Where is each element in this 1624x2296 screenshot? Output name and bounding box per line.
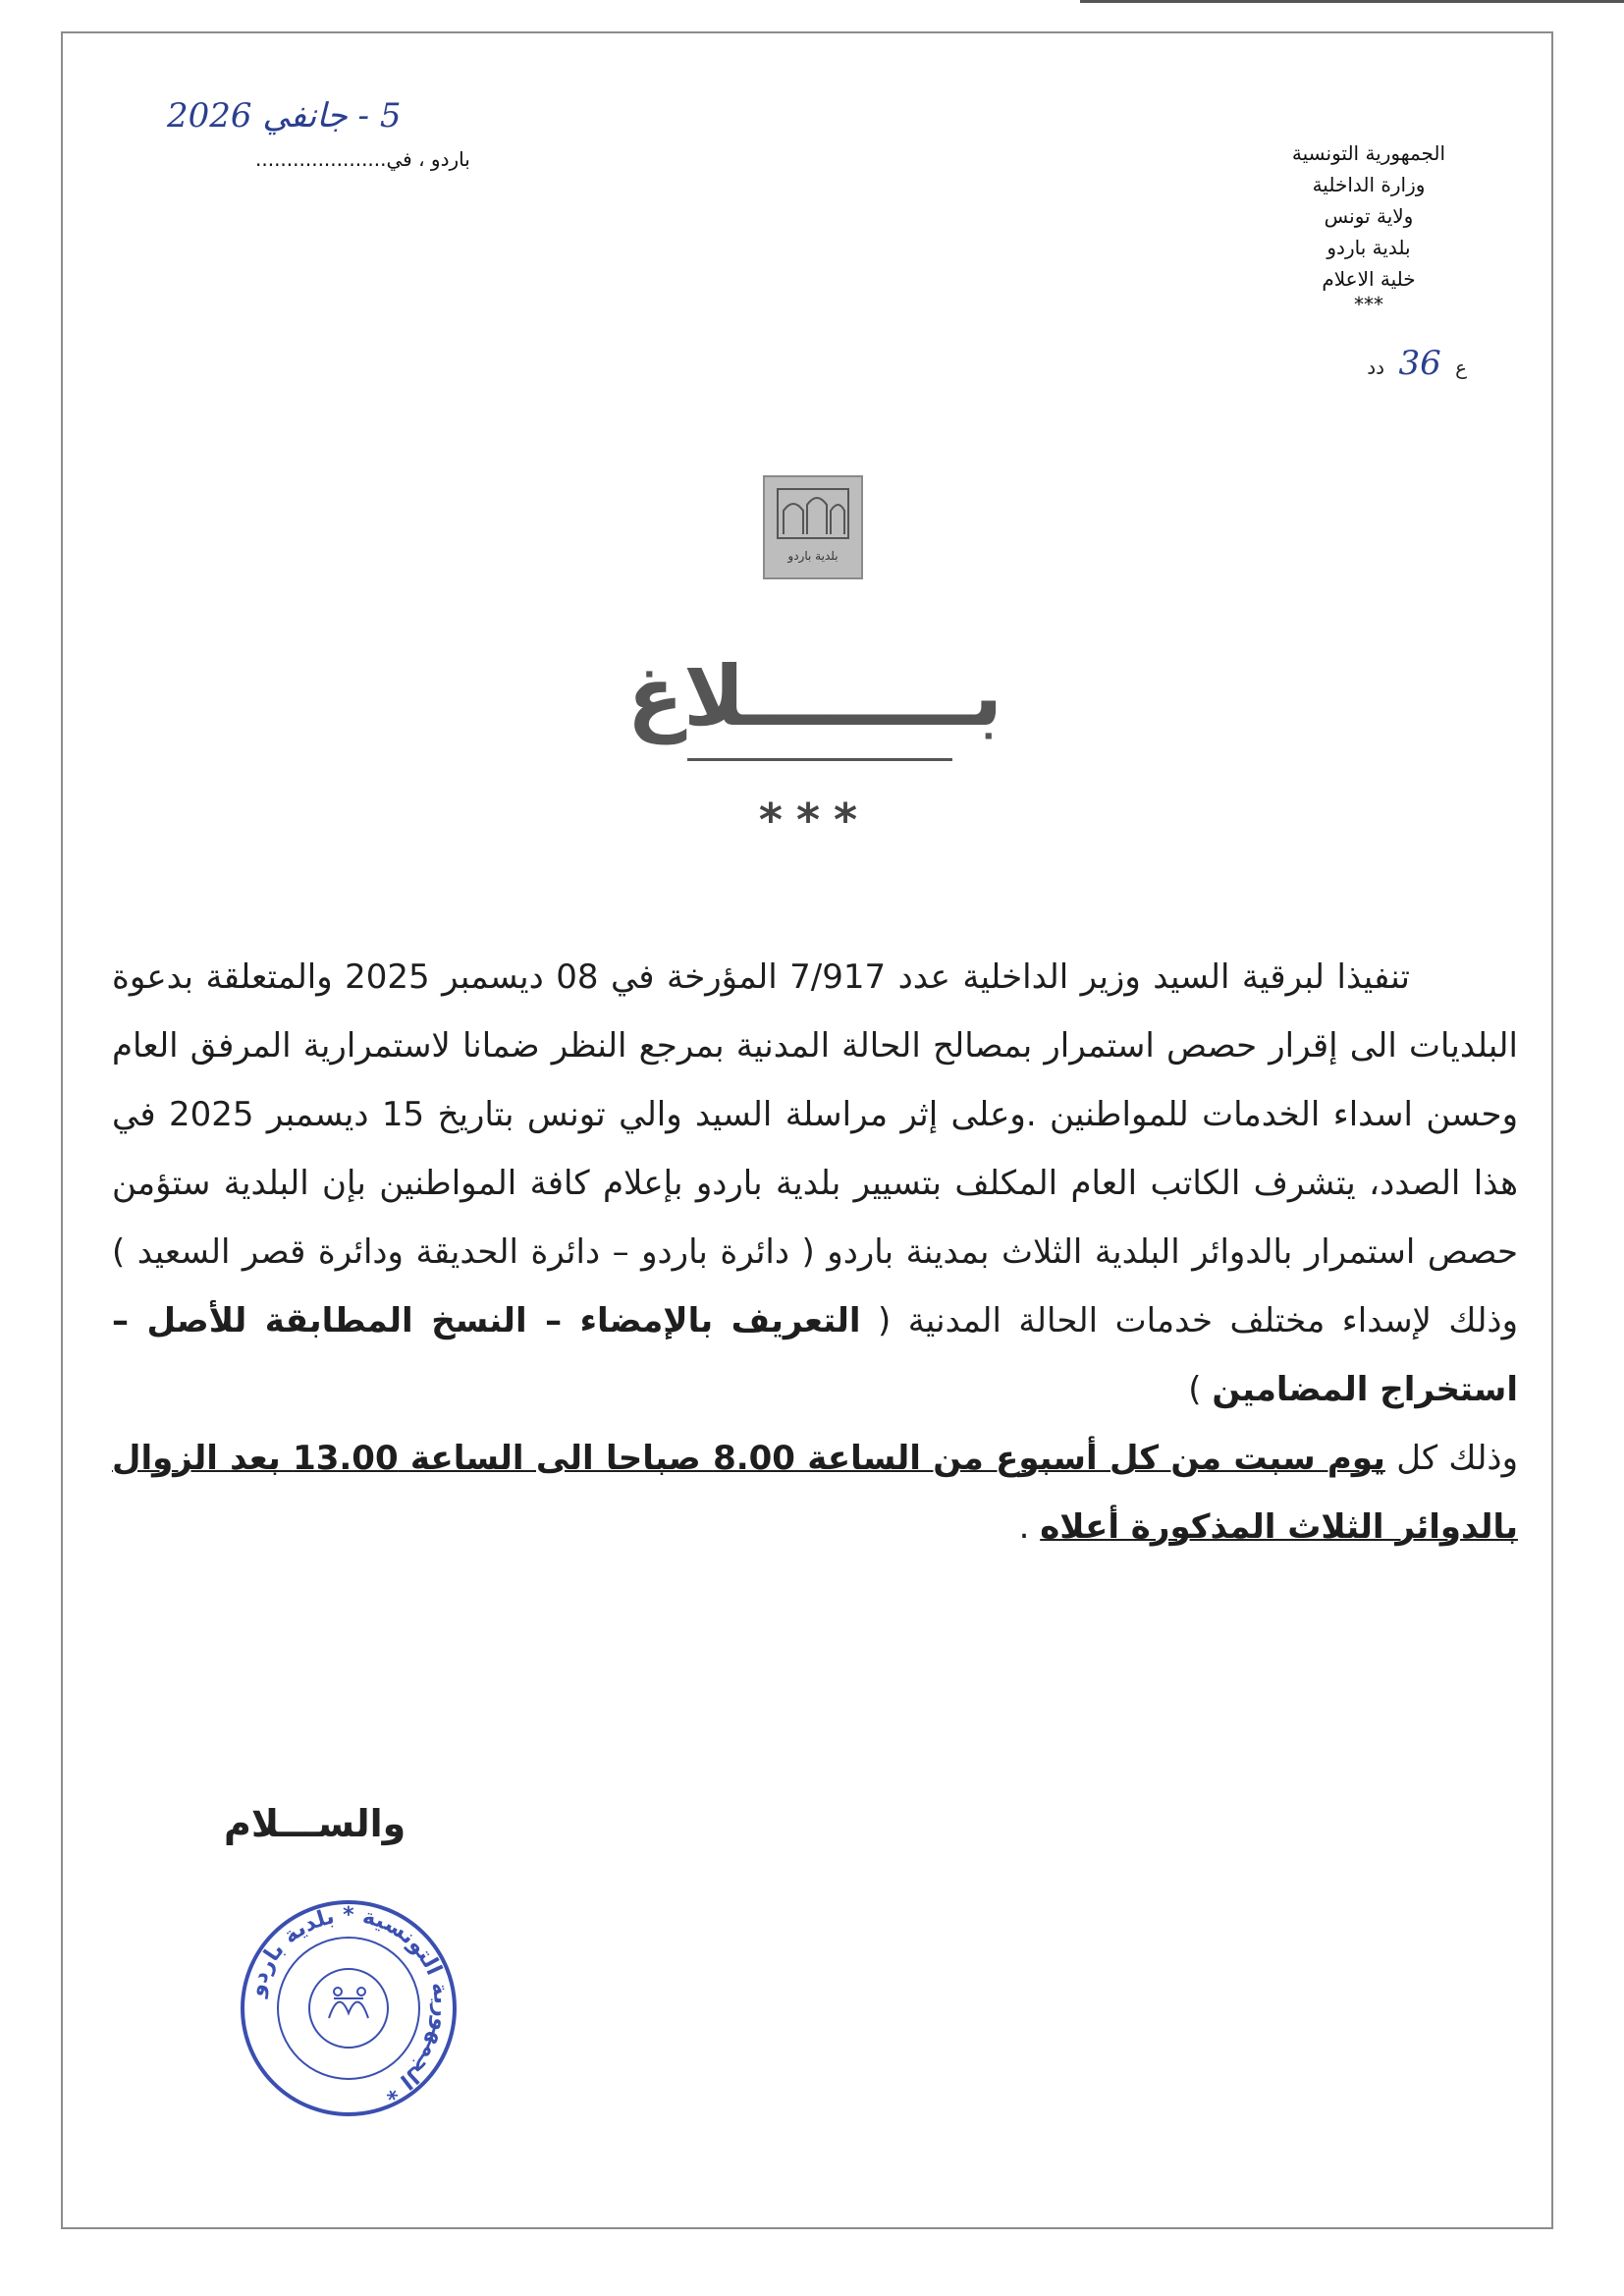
schedule-end: . xyxy=(1018,1507,1041,1547)
ref-suffix: دد xyxy=(1367,355,1385,379)
schedule-underlined: يوم سبت من كل أسبوع من الساعة 8.00 صباحا الى الساعة 13.00 بعد الزوال بالدوائر الثلاث المذكورة أعلاه xyxy=(112,1439,1518,1547)
logo-text: بلدية باردو xyxy=(787,549,839,563)
handwritten-date: 5 - جانفي 2026 xyxy=(167,96,402,136)
schedule-lead: وذلك كل xyxy=(1384,1439,1518,1478)
body-paragraph xyxy=(112,943,1518,1424)
bardo-emblem-icon xyxy=(774,485,852,570)
letterhead-stars: *** xyxy=(1354,293,1383,316)
letterhead-line: وزارة الداخلية xyxy=(1312,173,1426,196)
body-paragraph-schedule xyxy=(112,1424,1518,1561)
announcement-title: بــــــــلاغ xyxy=(626,648,1003,744)
municipality-logo xyxy=(763,475,863,579)
stamp-text xyxy=(244,1903,455,2105)
body-text: تنفيذا لبرقية السيد وزير الداخلية عدد 7/917 المؤرخة في 08 ديسمبر 2025 والمتعلقة بدعوة البلديات الى إقرار حصص استمرار بمصالح الحالة المدنية بمرجع النظر ضمانا لاستمرارية المرفق العام وحسن اسداء الخدمات للمواطنين .وعلى إثر مراسلة السيد والي تونس بتاريخ 15 ديسمبر 2025 في هذا الصدد، يتشرف الكاتب العام المكلف بتسيير بلدية باردو بإعلام كافة المواطنين بإن البلدية ستؤمن حصص استمرار بالدوائر البلدية الثلاث بمدينة باردو ( دائرة باردو – دائرة الحديقة ودائرة قصر السعيد ) وذلك لإسداء مختلف خدمات الحالة المدنية ( xyxy=(112,957,1518,1340)
stamp-center-emblem-icon xyxy=(309,1969,388,2048)
ref-number-handwritten: 36 xyxy=(1398,344,1441,383)
reference-number xyxy=(1367,344,1467,383)
body-paragraph-end: ) xyxy=(1188,1370,1213,1409)
letterhead-line: الجمهورية التونسية xyxy=(1291,141,1446,165)
stamp-arc-text: الجمهورية التونسية * بلدية باردو * xyxy=(244,1902,455,2105)
title-underline xyxy=(687,758,952,761)
letterhead-line: ولاية تونس xyxy=(1324,204,1414,228)
letterhead-line: خلية الاعلام xyxy=(1322,267,1416,291)
official-stamp xyxy=(236,1895,461,2121)
body-services-bold: التعريف بالإمضاء – النسخ المطابقة للأصل – استخراج المضامين xyxy=(112,1301,1518,1409)
title-stars: *** xyxy=(758,793,872,847)
closing-salutation: والســـلام xyxy=(224,1802,406,1845)
announcement-body xyxy=(112,943,1518,1561)
letterhead-line: بلدية باردو xyxy=(1326,236,1411,259)
letterhead xyxy=(1251,137,1487,314)
ref-prefix: ع xyxy=(1455,355,1467,379)
place-date-label: باردو ، في..................... xyxy=(255,147,470,171)
top-edge-line xyxy=(1080,0,1624,3)
